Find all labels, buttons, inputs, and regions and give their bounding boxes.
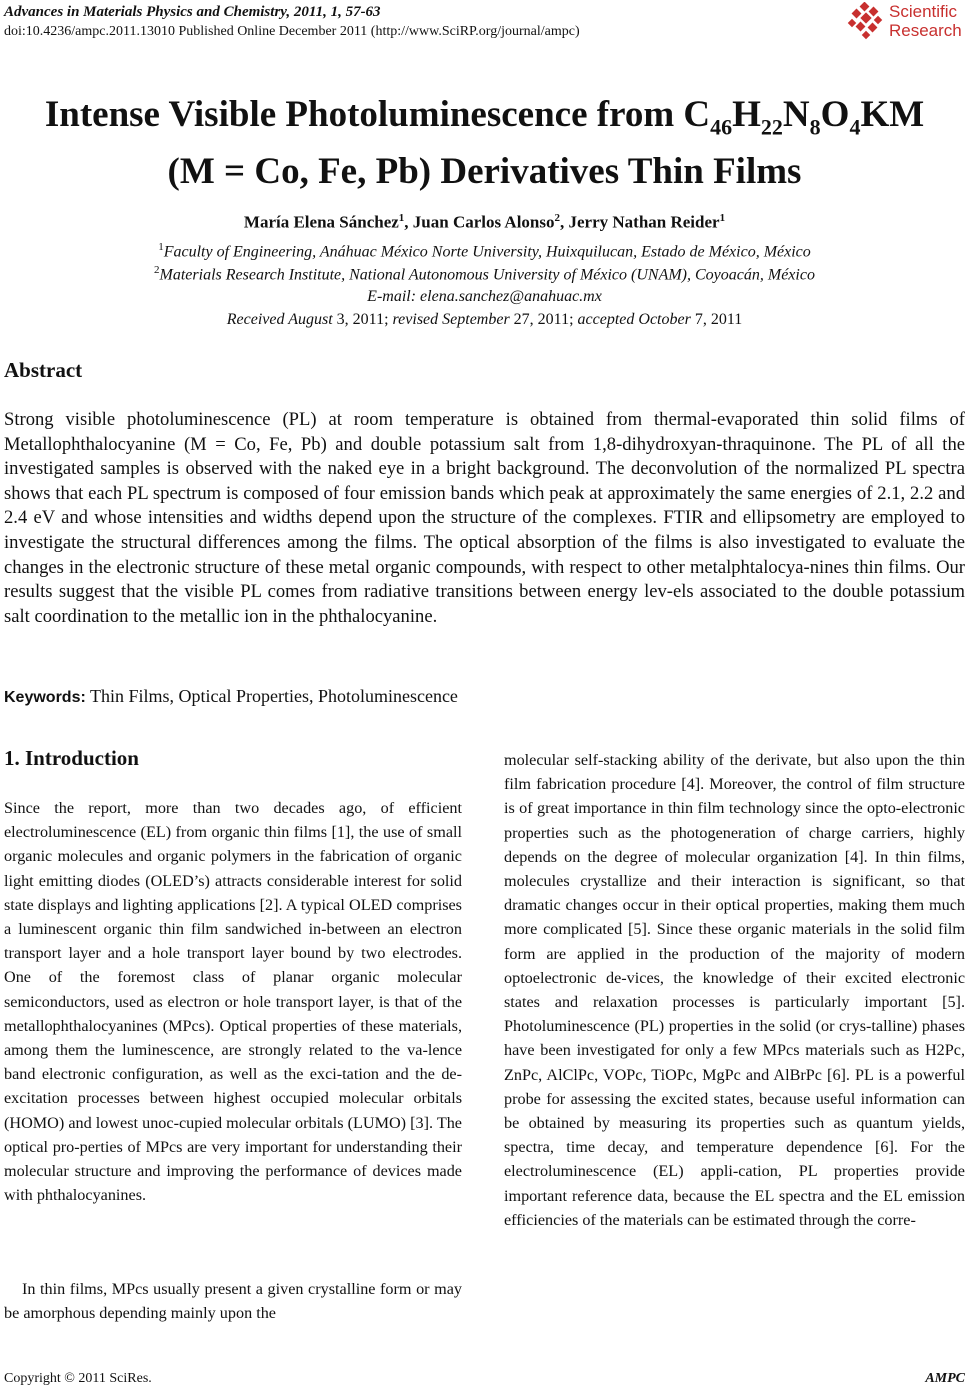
logo-text <box>889 2 962 40</box>
author-name: Jerry Nathan Reider <box>568 212 720 232</box>
author-affiliation: 1 <box>719 212 726 224</box>
logo-line-2: Research <box>889 21 962 40</box>
keywords-label: Keywords: <box>4 689 86 706</box>
section-heading-introduction: 1. Introduction <box>4 746 139 770</box>
title-part-1: Intense Visible Photoluminescence from C <box>44 94 711 135</box>
copyright-footer: Copyright © 2011 SciRes. <box>4 1371 152 1386</box>
author-affiliation: 2 <box>554 212 560 224</box>
author-name: María Elena Sánchez <box>243 212 399 232</box>
affiliation-number: 1 <box>158 241 164 253</box>
revised-date: 27, 2011; <box>509 311 578 328</box>
logo-mark-icon <box>847 2 887 42</box>
keywords-text: Thin Films, Optical Properties, Photoluminescence <box>85 686 458 706</box>
received-date: 3, 2011; <box>332 311 393 328</box>
author-email: E-mail: elena.sanchez@anahuac.mx <box>367 288 602 305</box>
title-line-2: (M = Co, Fe, Pb) Derivatives Thin Films <box>167 151 802 193</box>
publication-dates <box>0 311 969 329</box>
affiliation-text: Materials Research Institute, National Autonomous University of México (UNAM), Coyoacán, México <box>159 266 815 284</box>
title-sub-4: 4 <box>849 114 861 140</box>
publisher-logo <box>847 2 965 42</box>
abstract-text: Strong visible photoluminescence (PL) at room temperature is obtained from thermal-evaporated thin solid films of Metallophthalocyanine (M = Co, Fe, Pb) and double potassium salt from 1,8-dihydroxyan-thraquinone. The PL of all the investigated samples is observed with the naked eye in a bright background. The deconvolution of the normalized PL spectra shows that each PL spectrum is composed of four emission bands which peak at approximately the same energies of 2.1, 2.2 and 2.4 eV and whose intensities and widths depend upon the structure of the complexes. FTIR and ellipsometry are employed to investigate the structural differences among the films. The optical absorption of the films is also investigated to evaluate the changes in the electronic structure of these metal organic compounds, with respect to other metalphtalocya-nines thin films. Our results suggest that the visible PL comes from radiative transitions between energy lev-els associated to the double potassium salt coordination to the metallic ion in the phthalocyanine. <box>4 409 965 627</box>
paper-title <box>0 92 969 194</box>
title-h: H <box>732 94 761 135</box>
affiliation-2 <box>0 264 969 284</box>
title-n: N <box>782 94 810 135</box>
abstract-heading: Abstract <box>4 358 83 382</box>
intro-paragraph-2: In thin films, MPcs usually present a given crystalline form or may be amorphous depending mainly upon the <box>4 1280 462 1323</box>
author-affiliation: 1 <box>398 212 405 224</box>
title-sub-8: 8 <box>809 114 821 140</box>
affiliation-text: Faculty of Engineering, Anáhuac México Norte University, Huixquilucan, Estado de México, México <box>163 243 811 261</box>
accepted-label: accepted October <box>577 311 691 328</box>
received-label: Received August <box>226 311 333 328</box>
intro-paragraph-1: Since the report, more than two decades ago, of efficient electroluminescence (EL) from organic thin films [1], the use of small organic molecules and organic polymers in the fabrication of organic light emitting diodes (OLED’s) attracts considerable interest for solid state displays and lighting applications [2]. A typical OLED comprises a luminescent organic thin film sandwiched in-between an electron transport layer and a hole transport layer bound by two electrodes. One of the foremost class of planar organic molecular semiconductors, used as electron or hole transport layer, is that of the metallophthalocyanines (MPcs). Optical properties of these materials, among them the luminescence, are strongly related to the va-lence band electronic configuration, as well as the exci-tation and the de-excitation processes between highest occupied molecular orbitals (HOMO) and lowest unoc-cupied molecular orbitals (LUMO) [3]. The optical pro-perties of MPcs are very important for understanding their molecular structure and improving the performance of devices made with phthalocyanines. <box>4 799 462 1205</box>
journal-abbreviation: AMPC <box>925 1371 965 1386</box>
keywords <box>4 686 458 707</box>
affiliation-number: 2 <box>154 264 160 276</box>
title-o: O <box>820 94 850 135</box>
doi-line: doi:10.4236/ampc.2011.13010 Published Online December 2011 (http://www.SciRP.org/journal/ampc) <box>4 24 580 39</box>
journal-citation <box>4 4 381 21</box>
title-km: KM <box>860 94 925 135</box>
affiliation-1 <box>0 241 969 261</box>
volume-pages: , 2011, 1, 57-63 <box>286 4 381 20</box>
author-name: Juan Carlos Alonso <box>412 212 555 232</box>
author-list: María Elena Sánchez$^1$, Juan Carlos Alonso$^2$, Jerry Nathan Reider$^1$ <box>243 212 726 232</box>
revised-label: revised September <box>392 311 510 328</box>
intro-column-2: molecular self-stacking ability of the derivate, but also upon the thin film fabrication procedure [4]. Moreover, the control of film structure is of great importance in thin film technology since the opto-electronic properties such as the photogeneration of charge carriers, highly depends on the degree of molecular organization [4]. In thin films, molecules crystallize and their interaction is significant, so that dramatic changes occur in their optical properties, making them much more complicated [5]. Since these organic materials in the solid film form are applied in the production of the majority of modern optoelectronic de-vices, the knowledge of their excited electronic states and relaxation processes is particularly important [5]. Photoluminescence (PL) properties in the solid (or crys-talline) phases have been investigated for only a few MPcs materials such as H2Pc, ZnPc, AlClPc, VOPc, TiOPc, MgPc and AlBrPc [6]. PL is a powerful probe for assessing the excited states, because useful information can be obtained by measuring its properties such as quantum yields, spectra, time decay, and temperature dependence [6]. For the electroluminescence (EL) appli-cation, PL properties provide important reference data, because the EL spectra and the EL emission efficiencies of the materials can be estimated through the corre- <box>504 751 965 1229</box>
title-sub-22: 22 <box>760 114 783 140</box>
accepted-date: 7, 2011 <box>690 311 743 328</box>
journal-name: Advances in Materials Physics and Chemistry <box>4 4 287 20</box>
title-sub-46: 46 <box>710 114 733 140</box>
logo-line-1: Scientific <box>889 2 958 21</box>
